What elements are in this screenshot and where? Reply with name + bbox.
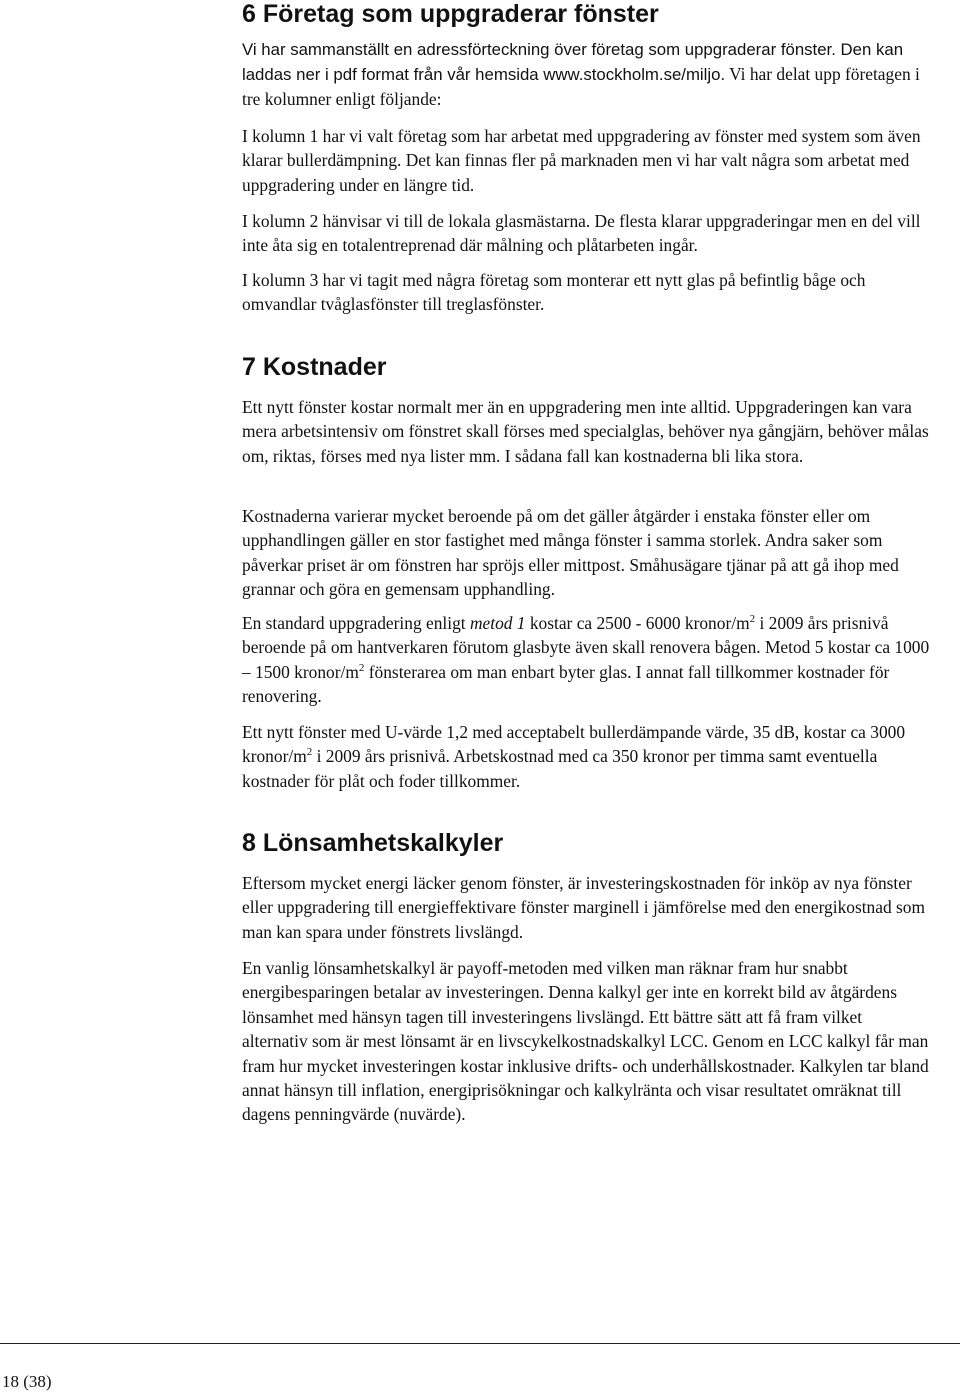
footer-divider xyxy=(0,1343,960,1344)
section-7-p3-sup-1: 2 xyxy=(749,613,756,625)
section-7-paragraph-3 xyxy=(242,611,932,709)
section-8-paragraph-2: En vanlig lönsamhetskalkyl är payoff-metoden med vilken man räknar fram hur snabbt energibesparingen betalar av investeringen. Denna kalkyl ger inte en korrekt bild av åtgärdens lönsamhet med hänsyn tagen till investeringens livslängd. Ett bättre sätt att få fram vilket alternativ som är mest lönsamt är en livscykelkostnadskalkyl LCC. Genom en LCC kalkyl får man fram hur mycket investeringen kostar inklusive drifts- och underhållskostnader. Kalkylen tar bland annat hänsyn till inflation, energiprisökningar och kalkylränta och visar resultatet omräknat till dagens penningvärde (nuvärde). xyxy=(242,958,929,1125)
section-6-paragraph-2: I kolumn 1 har vi valt företag som har arbetat med uppgradering av fönster med system som även klarar bullerdämpning. Det kan finnas fler på marknaden men vi har valt några som arbetat med uppgradering under en längre tid. xyxy=(242,126,921,195)
section-7-paragraph-1: Ett nytt fönster kostar normalt mer än en uppgradering men inte alltid. Uppgraderingen kan vara mera arbetsintensiv om fönstret skall förses med specialglas, behöver nya gångjärn, behöver målas om, riktas, förses med nya lister mm. I sådana fall kan kostnaderna bli lika stora. xyxy=(242,397,929,466)
section-7-p3-sup-2: 2 xyxy=(358,661,365,674)
section-7-p4-part-b: i 2009 års prisnivå. Arbetskostnad med ca 350 kronor per timma samt eventuella kostnader för plåt och foder tillkommer. xyxy=(242,746,878,791)
section-6-paragraph-1-sans: Vi har sammanställt en adressförteckning över företag som uppgraderar fönster. Den kan laddas ner i pdf format från vår hemsida www.stockholm.se/miljo. xyxy=(242,40,904,84)
section-7-p4-part-a: Ett nytt fönster med U-värde 1,2 med acceptabelt bullerdämpande värde, 35 dB, kostar ca 3000 kronor/m xyxy=(242,722,906,767)
section-6-paragraph-4: I kolumn 3 har vi tagit med några företag som monterar ett nytt glas på befintlig båge och omvandlar tvåglasfönster till treglasfönster. xyxy=(242,270,866,315)
section-7-paragraph-2: Kostnaderna varierar mycket beroende på om det gäller åtgärder i enstaka fönster eller om upphandlingen gäller en stor fastighet med många fönster i samma storlek. Andra saker som påverkar priset är om fönstren har spröjs eller mittpost. Småhusägare tjänar på att gå ihop med grannar och göra en gemensam upphandling. xyxy=(242,506,899,600)
section-7-p3-italic: metod 1 xyxy=(469,613,526,633)
section-7-p3-part-d: fönsterarea om man enbart byter glas. I annat fall tillkommer kostnader för renovering. xyxy=(242,661,890,707)
page-number: 18 (38) xyxy=(2,1372,52,1391)
section-7-paragraph-4 xyxy=(242,720,932,793)
section-7-p3-part-a: En standard uppgradering enligt xyxy=(242,613,470,633)
section-6-paragraph-3: I kolumn 2 hänvisar vi till de lokala glasmästarna. De flesta klarar uppgraderingar men en del vill inte åta sig en totalentreprenad där målning och plåtarbeten ingår. xyxy=(242,211,921,256)
section-7-p4-sup: 2 xyxy=(306,746,313,759)
section-8-heading: 8 Lönsamhetskalkyler xyxy=(242,829,504,857)
section-7-heading: 7 Kostnader xyxy=(242,353,387,381)
section-6-paragraph-1-serif: Vi har delat upp företagen i tre kolumner enligt följande: xyxy=(242,64,920,109)
section-7-p3-part-c: i 2009 års prisnivå beroende på om hantverkaren förutom glasbyte även skall renovera bågen. Metod 5 kostar ca 1000 – 1500 kronor/m xyxy=(242,613,930,682)
section-7-p3-part-b: kostar ca 2500 - 6000 kronor/m xyxy=(525,613,750,633)
section-6-paragraph-1 xyxy=(242,38,932,112)
section-6-heading: 6 Företag som uppgraderar fönster xyxy=(242,0,659,28)
section-8-paragraph-1: Eftersom mycket energi läcker genom fönster, är investeringskostnaden för inköp av nya fönster eller uppgradering till energieffektivare fönster marginell i jämförelse med den energikostnad som man kan spara under fönstrets livslängd. xyxy=(242,873,926,942)
